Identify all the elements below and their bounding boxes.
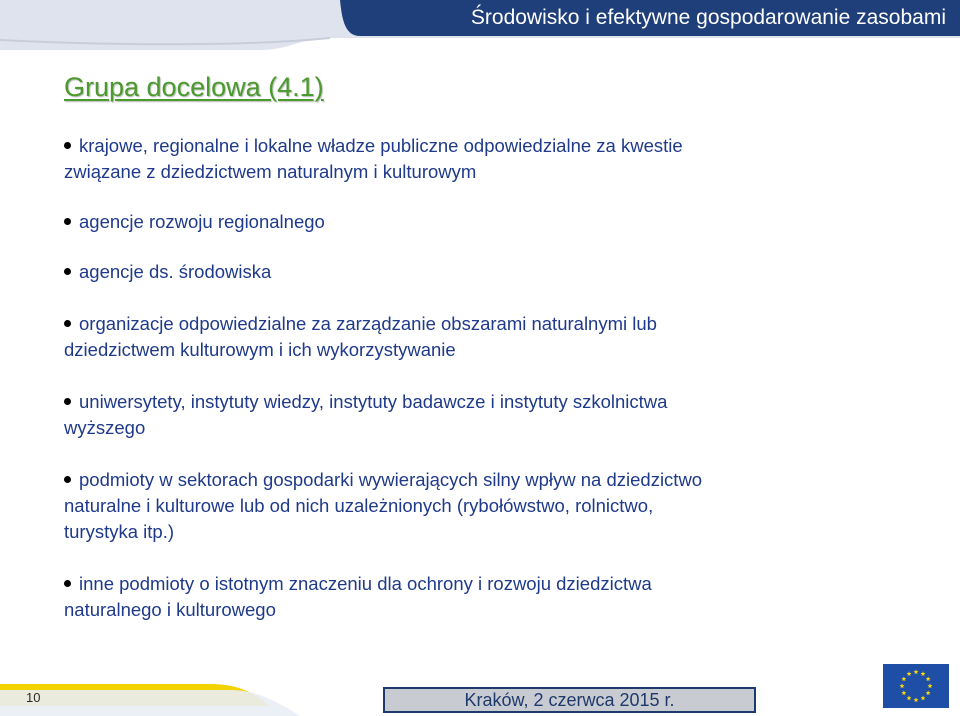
bullet-line: uniwersytety, instytuty wiedzy, instytuty badawcze i instytuty szkolnictwa <box>79 391 668 412</box>
bullet-dot-icon <box>64 476 71 483</box>
bullet-line: podmioty w sektorach gospodarki wywierających silny wpływ na dziedzictwo <box>79 469 703 490</box>
bullet-dot-icon <box>64 398 71 405</box>
eu-flag-icon <box>883 664 949 708</box>
bullet-item <box>64 259 904 285</box>
bullet-line: wyższego <box>64 417 146 438</box>
bullet-item <box>64 209 904 235</box>
header-title: Środowisko i efektywne gospodarowanie zasobami <box>470 6 946 29</box>
bullet-item <box>64 389 904 441</box>
bullet-dot-icon <box>64 218 71 225</box>
bullet-line: agencje ds. środowiska <box>79 261 272 282</box>
bullet-item <box>64 311 904 363</box>
section-title: Grupa docelowa (4.1) <box>64 72 324 102</box>
bullet-line: turystyka itp.) <box>64 521 174 542</box>
bullet-dot-icon <box>64 268 71 275</box>
location-date-box <box>383 687 756 713</box>
bullet-line: agencje rozwoju regionalnego <box>79 211 325 232</box>
location-date: Kraków, 2 czerwca 2015 r. <box>464 690 675 710</box>
bullet-line: krajowe, regionalne i lokalne władze publiczne odpowiedzialne za kwestie <box>79 135 683 156</box>
bullet-item <box>64 133 904 185</box>
bullet-line: naturalne i kulturowe lub od nich uzależnionych (rybołówstwo, rolnictwo, <box>64 495 654 516</box>
bullet-dot-icon <box>64 320 71 327</box>
page-number: 10 <box>26 690 41 705</box>
bullet-item <box>64 467 904 545</box>
bullet-line: inne podmioty o istotnym znaczeniu dla ochrony i rozwoju dziedzictwa <box>79 573 652 594</box>
bullet-line: dziedzictwem kulturowym i ich wykorzystywanie <box>64 339 456 360</box>
bullet-item <box>64 571 904 623</box>
bullet-dot-icon <box>64 580 71 587</box>
bullet-dot-icon <box>64 142 71 149</box>
bullet-line: naturalnego i kulturowego <box>64 599 276 620</box>
bullet-list <box>64 133 904 623</box>
footer-swoosh <box>0 676 300 716</box>
bullet-line: związane z dziedzictwem naturalnym i kulturowym <box>64 161 477 182</box>
bullet-line: organizacje odpowiedzialne za zarządzanie obszarami naturalnymi lub <box>79 313 657 334</box>
